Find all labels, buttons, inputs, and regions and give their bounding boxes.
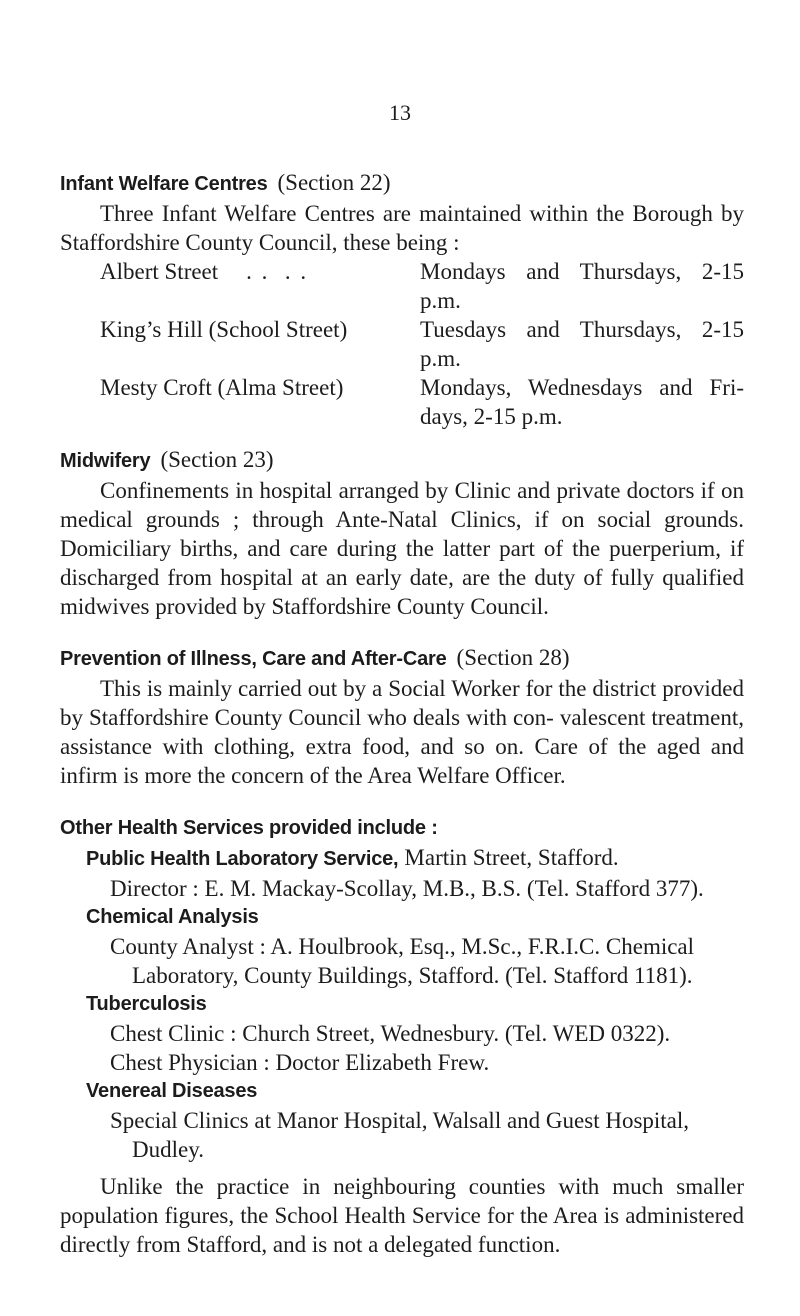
laboratory-director: Director : E. M. Mackay-Scollay, M.B., B.S. (Tel. Stafford 377). [110,876,704,901]
centre-times: Mondays, Wednesdays and Fri- days, 2-15 p.m. [420,375,744,429]
prevention-heading [60,643,744,674]
infant-welfare-heading [60,168,744,199]
page-body [60,168,744,1259]
midwifery-section [60,445,744,621]
infant-welfare-title: Infant Welfare Centres [60,173,268,195]
special-clinics: Special Clinics at Manor Hospital, Walsall and Guest Hospital, Dudley. [110,1108,690,1162]
centre-name: King’s Hill (School Street) [100,317,348,342]
midwifery-title: Midwifery [60,450,151,472]
prevention-section-ref: (Section 28) [456,645,570,670]
midwifery-section-ref: (Section 23) [160,447,274,472]
centre-row [100,373,744,431]
prevention-title: Prevention of Illness, Care and After-Care [60,648,447,670]
page-number: 13 [389,100,411,125]
venereal-diseases-heading: Venereal Diseases [86,1080,258,1102]
centre-name: Mesty Croft (Alma Street) [100,375,344,400]
midwifery-text: Confinements in hospital arranged by Clinic and private doctors if on medical grounds ; through Ante-Natal Clinics, if on social grounds. Domiciliary births, and care during the latter part of the puerperium, if discharged from hospital at an early date, are the duty of fully qualified midwives provided by Staffordshire County Council. [60,478,744,619]
other-services-title: Other Health Services provided include : [60,817,438,839]
centres-list [60,257,744,431]
tuberculosis-heading: Tuberculosis [86,993,207,1015]
infant-welfare-intro: Three Infant Welfare Centres are maintained within the Borough by Staffordshire County Council, these being : [60,201,744,255]
centre-name: Albert Street [100,259,219,284]
chemical-analysis-heading: Chemical Analysis [86,906,259,928]
centre-leader-dots: . . . . [246,259,309,284]
other-services-heading [60,812,744,843]
centre-times: Tuesdays and Thursdays, 2-15 p.m. [420,317,744,371]
prevention-text: This is mainly carried out by a Social Worker for the district provided by Staffordshire County Council who deals with con- valescent treatment, assistance with clothing, extra food, and so on. Care of the aged and infirm is more the concern of the Area Welfare Officer. [60,676,744,788]
chest-physician: Chest Physician : Doctor Elizabeth Frew. [110,1050,490,1075]
midwifery-heading [60,445,744,476]
infant-welfare-section-ref: (Section 22) [277,170,391,195]
centre-row [100,315,744,373]
other-services-section [60,812,744,1164]
laboratory-address: Martin Street, Stafford. [404,845,619,870]
laboratory-line [60,843,744,874]
infant-welfare-section [60,168,744,431]
chest-clinic: Chest Clinic : Church Street, Wednesbury. (Tel. WED 0322). [110,1021,671,1046]
centre-times: Mondays and Thursdays, 2-15 p.m. [420,259,744,313]
laboratory-heading: Public Health Laboratory Service, [86,848,399,870]
centre-row [100,257,744,315]
closing-paragraph: Unlike the practice in neighbouring counties with much smaller population figures, the School Health Service for the Area is administered directly from Stafford, and is not a delegated function. [60,1174,744,1257]
county-analyst: County Analyst : A. Houlbrook, Esq., M.Sc., F.R.I.C. Chemical Laboratory, County Buildings, Stafford. (Tel. Stafford 1181). [110,934,695,988]
prevention-section [60,643,744,790]
